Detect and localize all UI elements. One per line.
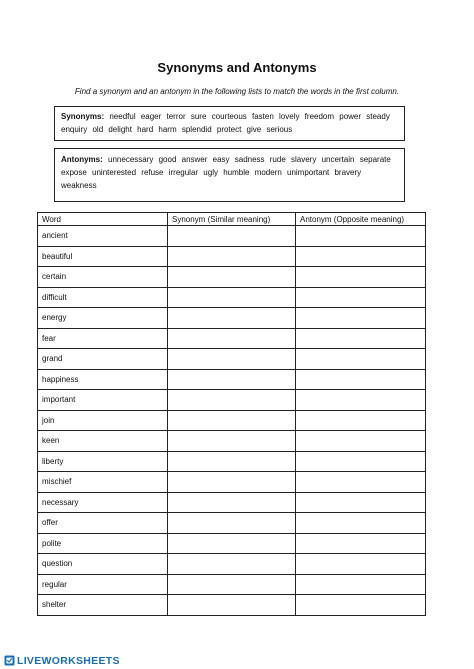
synonym-answer-cell[interactable]: [168, 287, 296, 308]
word-cell: liberty: [38, 451, 168, 472]
table-header-row: [38, 213, 426, 226]
word-cell: important: [38, 390, 168, 411]
table-row: [38, 246, 426, 267]
word-table: [37, 212, 426, 616]
antonym-answer-cell[interactable]: [296, 287, 426, 308]
word-cell: beautiful: [38, 246, 168, 267]
synonym-answer-cell[interactable]: [168, 308, 296, 329]
instructions: Find a synonym and an antonym in the following lists to match the words in the first column.: [74, 87, 400, 96]
table-row: [38, 513, 426, 534]
table-row: [38, 431, 426, 452]
antonym-answer-cell[interactable]: [296, 308, 426, 329]
word-cell: difficult: [38, 287, 168, 308]
synonym-answer-cell[interactable]: [168, 533, 296, 554]
word-cell: grand: [38, 349, 168, 370]
synonym-answer-cell[interactable]: [168, 554, 296, 575]
logo-text: LIVEWORKSHEETS: [17, 654, 120, 667]
synonym-answer-cell[interactable]: [168, 410, 296, 431]
table-row: [38, 492, 426, 513]
table-row: [38, 574, 426, 595]
table-row: [38, 267, 426, 288]
table-row: [38, 472, 426, 493]
synonym-answer-cell[interactable]: [168, 267, 296, 288]
table-row: [38, 369, 426, 390]
synonym-answer-cell[interactable]: [168, 513, 296, 534]
antonym-answer-cell[interactable]: [296, 492, 426, 513]
header-synonym: Synonym (Similar meaning): [168, 213, 296, 226]
synonym-answer-cell[interactable]: [168, 226, 296, 247]
antonym-answer-cell[interactable]: [296, 574, 426, 595]
table-row: [38, 533, 426, 554]
antonym-answer-cell[interactable]: [296, 226, 426, 247]
table-body: [38, 226, 426, 616]
synonym-answer-cell[interactable]: [168, 328, 296, 349]
synonym-answer-cell[interactable]: [168, 595, 296, 616]
antonym-answer-cell[interactable]: [296, 246, 426, 267]
antonym-answer-cell[interactable]: [296, 369, 426, 390]
page-title: Synonyms and Antonyms: [157, 60, 317, 75]
antonym-answer-cell[interactable]: [296, 472, 426, 493]
header-antonym: Antonym (Opposite meaning): [296, 213, 426, 226]
antonym-answer-cell[interactable]: [296, 595, 426, 616]
synonym-answer-cell[interactable]: [168, 390, 296, 411]
antonym-answer-cell[interactable]: [296, 410, 426, 431]
antonym-answer-cell[interactable]: [296, 267, 426, 288]
antonyms-box: [54, 148, 405, 202]
word-cell: mischief: [38, 472, 168, 493]
word-cell: regular: [38, 574, 168, 595]
table-row: [38, 308, 426, 329]
synonyms-label: Synonyms:: [61, 112, 105, 121]
word-cell: question: [38, 554, 168, 575]
word-cell: energy: [38, 308, 168, 329]
table-row: [38, 554, 426, 575]
word-cell: polite: [38, 533, 168, 554]
antonyms-list: unnecessary good answer easy sadness rude slavery uncertain separate expose uninterested refuse irregular ugly humble modern unimportant bravery weakness: [61, 155, 391, 190]
footer-logo: [4, 654, 120, 667]
table-row: [38, 595, 426, 616]
synonym-answer-cell[interactable]: [168, 246, 296, 267]
antonym-answer-cell[interactable]: [296, 431, 426, 452]
header-word: Word: [38, 213, 168, 226]
antonyms-label: Antonyms:: [61, 155, 103, 164]
word-cell: keen: [38, 431, 168, 452]
synonym-answer-cell[interactable]: [168, 451, 296, 472]
table-row: [38, 287, 426, 308]
word-cell: necessary: [38, 492, 168, 513]
antonym-answer-cell[interactable]: [296, 533, 426, 554]
word-cell: shelter: [38, 595, 168, 616]
antonym-answer-cell[interactable]: [296, 328, 426, 349]
liveworksheets-logo-icon: [4, 655, 15, 666]
synonym-answer-cell[interactable]: [168, 369, 296, 390]
table-row: [38, 349, 426, 370]
antonym-answer-cell[interactable]: [296, 554, 426, 575]
word-cell: fear: [38, 328, 168, 349]
antonym-answer-cell[interactable]: [296, 349, 426, 370]
table-row: [38, 328, 426, 349]
antonym-answer-cell[interactable]: [296, 390, 426, 411]
synonym-answer-cell[interactable]: [168, 574, 296, 595]
antonym-answer-cell[interactable]: [296, 513, 426, 534]
synonym-answer-cell[interactable]: [168, 492, 296, 513]
word-cell: happiness: [38, 369, 168, 390]
synonym-answer-cell[interactable]: [168, 472, 296, 493]
table-row: [38, 410, 426, 431]
synonyms-box: [54, 106, 405, 141]
synonyms-list: needful eager terror sure courteous fasten lovely freedom power steady enquiry old delight hard harm splendid protect give serious: [61, 112, 390, 134]
word-cell: certain: [38, 267, 168, 288]
table-row: [38, 390, 426, 411]
word-cell: join: [38, 410, 168, 431]
word-cell: offer: [38, 513, 168, 534]
word-cell: ancient: [38, 226, 168, 247]
table-row: [38, 451, 426, 472]
table-row: [38, 226, 426, 247]
synonym-answer-cell[interactable]: [168, 431, 296, 452]
synonym-answer-cell[interactable]: [168, 349, 296, 370]
antonym-answer-cell[interactable]: [296, 451, 426, 472]
